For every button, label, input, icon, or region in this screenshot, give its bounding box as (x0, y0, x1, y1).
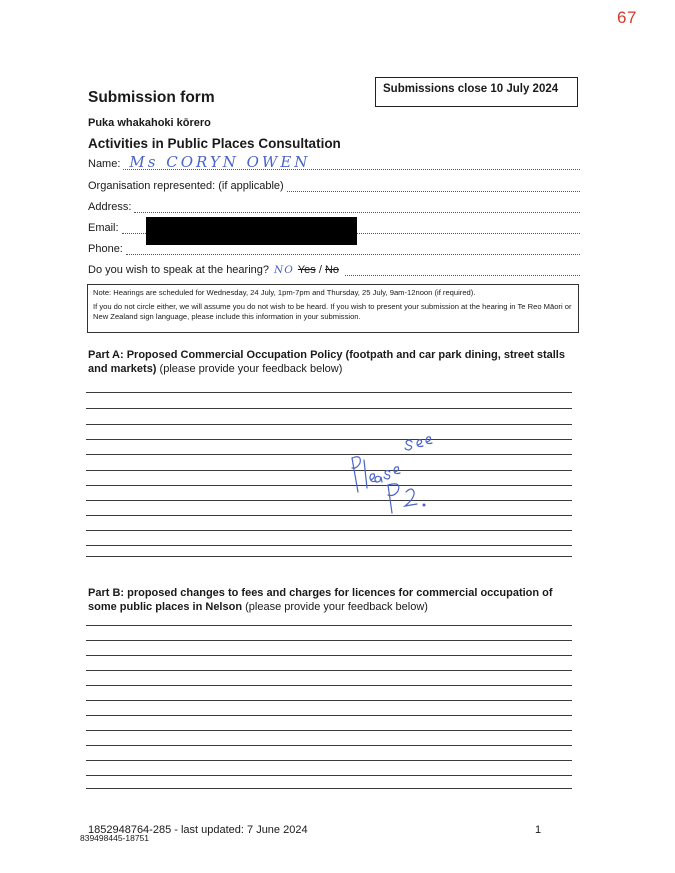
part-b-line (86, 685, 572, 686)
part-b-line (86, 700, 572, 701)
form-subtitle: Puka whakahoki kōrero (88, 117, 211, 129)
handwritten-note (340, 420, 450, 515)
footer-code: 839498445-18751 (80, 833, 150, 843)
part-b-line (86, 670, 572, 671)
hearing-options[interactable] (298, 264, 345, 276)
close-notice-box (375, 77, 578, 107)
hearing-note-box (87, 284, 579, 333)
part-a-line (86, 515, 572, 516)
part-b-heading-bold: Part B: proposed changes to fees and charges for licences for commercial occupation of some public places in Nelson (88, 587, 553, 613)
hearing-label: Do you wish to speak at the hearing? (88, 264, 270, 276)
footer-page-number: 1 (535, 824, 542, 836)
footer-doc-ref: 1852948764-285 - last updated: 7 June 2024 (88, 824, 308, 836)
organisation-line[interactable] (287, 180, 580, 192)
part-a-line (86, 556, 572, 557)
name-value: Ms CORYN OWEN (129, 153, 311, 171)
hearing-line[interactable] (345, 264, 580, 276)
form-title: Submission form (88, 89, 215, 106)
email-label: Email: (88, 222, 119, 234)
redaction-block (146, 217, 357, 245)
hearing-note-line1: Note: Hearings are scheduled for Wednesday, 24 July, 1pm-7pm and Thursday, 25 July, 9am-12noon (if required). (93, 288, 476, 297)
name-label: Name: (88, 158, 121, 170)
hearing-note-line2: If you do not circle either, we will assume you do not wish to be heard. If you wish to present your submission at the hearing in Te Reo Māori or New Zealand sign language, please include this information in your submission. (93, 301, 572, 321)
name-line[interactable] (123, 153, 580, 171)
part-b-line (86, 640, 572, 641)
consultation-heading: Activities in Public Places Consultation (88, 136, 341, 151)
part-a-heading (88, 348, 578, 376)
part-a-line (86, 424, 572, 425)
stamp-number: 67 (617, 8, 637, 27)
part-b-line (86, 788, 572, 789)
part-b-line (86, 745, 572, 746)
part-a-heading-bold: Part A: Proposed Commercial Occupation Policy (footpath and car park dining, street stalls and markets) (88, 349, 565, 375)
hearing-option-yes[interactable]: Yes (297, 264, 316, 276)
close-notice-text: Submissions close 10 July 2024 (383, 83, 559, 95)
part-b-line (86, 760, 572, 761)
name-field[interactable] (88, 153, 580, 171)
part-b-line (86, 655, 572, 656)
part-a-line (86, 408, 572, 409)
part-a-line (86, 545, 572, 546)
part-a-line (86, 530, 572, 531)
part-b-line (86, 730, 572, 731)
hearing-answer: NO (274, 264, 294, 276)
hearing-option-no[interactable]: No (324, 264, 339, 276)
address-label: Address: (88, 201, 132, 213)
part-b-line (86, 715, 572, 716)
part-b-line (86, 625, 572, 626)
address-line[interactable] (134, 201, 580, 213)
part-a-line (86, 454, 572, 455)
part-a-heading-plain: (please provide your feedback below) (156, 363, 343, 375)
part-b-line (86, 775, 572, 776)
organisation-label: Organisation represented: (if applicable) (88, 180, 284, 192)
part-a-line (86, 500, 572, 501)
part-a-line (86, 470, 572, 471)
part-a-line (86, 439, 572, 440)
part-a-line (86, 392, 572, 393)
hearing-option-separator: / (315, 264, 325, 276)
phone-label: Phone: (88, 243, 123, 255)
part-b-heading-plain: (please provide your feedback below) (242, 601, 428, 613)
hearing-field[interactable] (88, 264, 580, 276)
part-b-heading (88, 586, 578, 614)
address-field[interactable] (88, 201, 580, 213)
organisation-field[interactable] (88, 180, 580, 192)
part-a-line (86, 485, 572, 486)
